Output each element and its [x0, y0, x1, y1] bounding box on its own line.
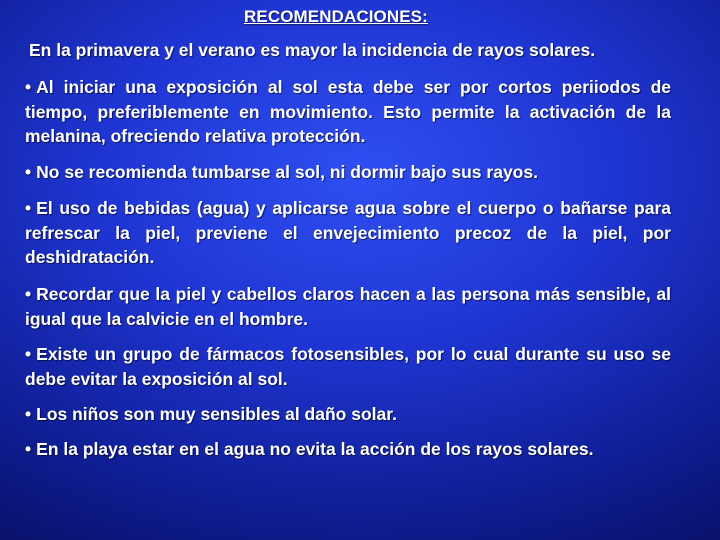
bullet-text: En la playa estar en el agua no evita la acción de los rayos solares.: [36, 439, 594, 459]
bullet-text: Los niños son muy sensibles al daño solar.: [36, 404, 397, 424]
bullet-item: [25, 437, 671, 462]
bullet-item: [25, 282, 671, 331]
bullet-item: [25, 402, 671, 427]
bullet-text: Recordar que la piel y cabellos claros hacen a las persona más sensible, al igual que la calvicie en el hombre.: [25, 284, 671, 329]
bullet-item: [25, 342, 671, 391]
bullet-marker: •: [25, 162, 32, 182]
bullet-marker: •: [25, 284, 32, 304]
slide-title: RECOMENDACIONES:: [244, 7, 428, 26]
bullet-text: El uso de bebidas (agua) y aplicarse agua sobre el cuerpo o bañarse para refrescar la piel, previene el envejecimiento precoz de la piel, por deshidratación.: [25, 198, 671, 268]
intro-text: En la primavera y el verano es mayor la incidencia de rayos solares.: [29, 40, 596, 60]
bullet-item: [25, 196, 671, 270]
bullet-text: Existe un grupo de fármacos fotosensibles, por lo cual durante su uso se debe evitar la exposición al sol.: [25, 344, 671, 389]
bullet-marker: •: [25, 344, 32, 364]
bullet-marker: •: [25, 439, 32, 459]
bullet-text: No se recomienda tumbarse al sol, ni dormir bajo sus rayos.: [36, 162, 538, 182]
bullet-item: [25, 75, 671, 149]
bullet-marker: •: [25, 198, 32, 218]
bullet-marker: •: [25, 404, 32, 424]
bullet-item: [25, 160, 671, 185]
bullet-marker: •: [25, 77, 32, 97]
bullet-text: Al iniciar una exposición al sol esta debe ser por cortos periiodos de tiempo, preferiblemente en movimiento. Esto permite la activación de la melanina, ofreciendo relativa protección.: [25, 77, 671, 147]
